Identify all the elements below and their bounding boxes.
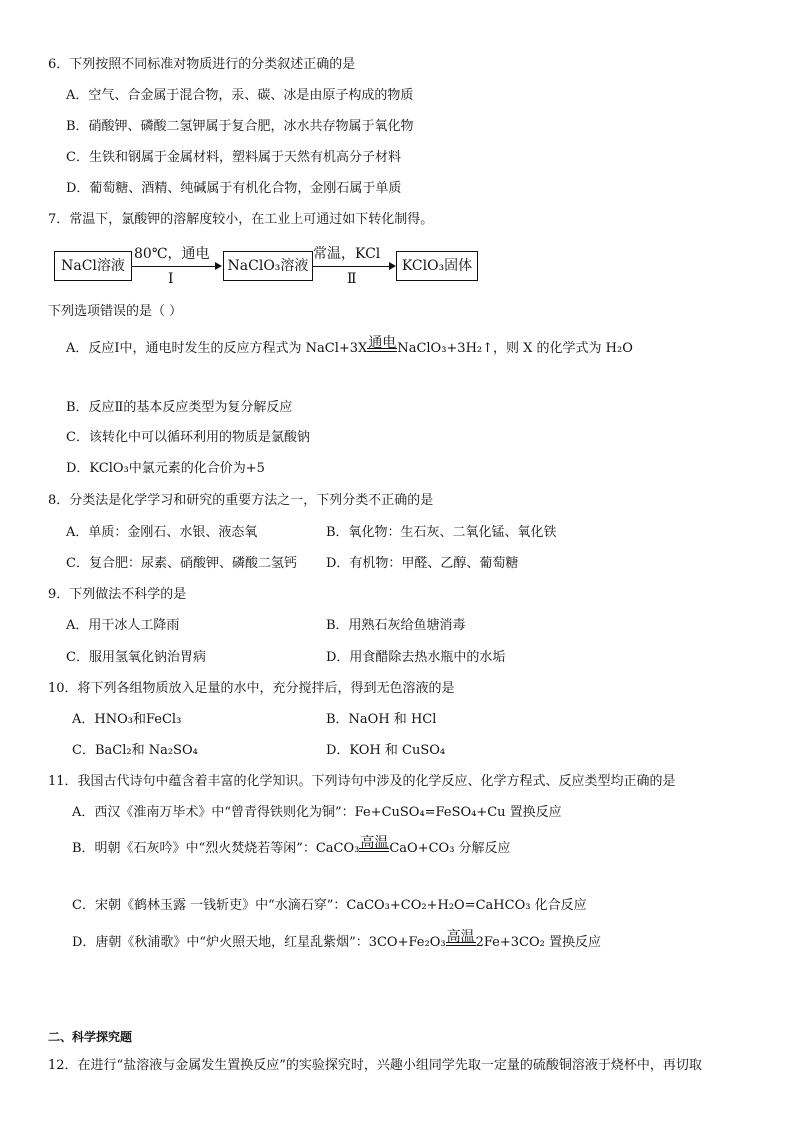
- q9-stem: 9．下列做法不科学的是: [48, 587, 187, 602]
- q8-option-a: A．单质：金刚石、水银、液态氧: [66, 525, 258, 540]
- q7-option-d: D．KClO₃中氯元素的化合价为+5: [66, 461, 265, 476]
- q7-option-b: B．反应Ⅱ的基本反应类型为复分解反应: [66, 400, 293, 415]
- q10-option-c: C．BaCl₂和 Na₂SO₄: [72, 743, 198, 758]
- q6-option-c: C．生铁和钢属于金属材料，塑料属于天然有机高分子材料: [66, 150, 401, 165]
- q11-option-b: [72, 836, 511, 857]
- q8-stem: 8．分类法是化学学习和研究的重要方法之一，下列分类不正确的是: [48, 493, 434, 508]
- flow-arrow2-step: Ⅱ: [347, 271, 357, 287]
- q6-option-b: B．硝酸钾、磷酸二氢钾属于复合肥，冰水共存物属于氧化物: [66, 119, 414, 134]
- q8-option-c: C．复合肥：尿素、硝酸钾、磷酸二氢钙: [66, 556, 297, 571]
- q9-option-b: B．用熟石灰给鱼塘消毒: [326, 618, 466, 633]
- q11-option-a: A．西汉《淮南万毕术》中“曾青得铁则化为铜”：Fe+CuSO₄=FeSO₄+Cu 置换反应: [72, 805, 562, 820]
- q7-stem: 7．常温下，氯酸钾的溶解度较小，在工业上可通过如下转化制得。: [48, 212, 434, 227]
- q7-option-a: [66, 336, 633, 357]
- flow-arrow1-step: Ⅰ: [168, 271, 174, 287]
- q11-stem: 11．我国古代诗句中蕴含着丰富的化学知识。下列诗句中涉及的化学反应、化学方程式、反应类型均正确的是: [48, 774, 676, 789]
- flow-arrow2-line: [312, 266, 389, 267]
- q7-prompt: 下列选项错误的是（ ）: [48, 304, 183, 319]
- q7-option-c: C．该转化中可以循环利用的物质是氯酸钠: [66, 430, 310, 445]
- q9-option-d: D．用食醋除去热水瓶中的水垢: [326, 650, 506, 665]
- q6-stem: 6．下列按照不同标准对物质进行的分类叙述正确的是: [48, 57, 356, 72]
- q7-option-a-text: A．反应Ⅰ中，通电时发生的反应方程式为 NaCl+3X: [66, 341, 368, 356]
- q10-option-b: B．NaOH 和 HCl: [326, 712, 437, 727]
- q9-option-c: C．服用氢氧化钠治胃病: [66, 650, 206, 665]
- flow-arrow2-condition: 常温，KCl: [313, 246, 381, 262]
- heating-condition: [446, 930, 476, 951]
- flow-box-kclo3: KClO₃固体: [396, 251, 478, 281]
- flow-box-naclo3: NaClO₃溶液: [223, 251, 313, 281]
- q10-stem: 10．将下列各组物质放入足量的水中，充分搅拌后，得到无色溶液的是: [48, 681, 455, 696]
- q12-stem: 12．在进行“盐溶液与金属发生置换反应”的实验探究时，兴趣小组同学先取一定量的硫酸铜溶液于烧杯中，再切取: [48, 1058, 702, 1073]
- q11-option-c: C．宋朝《鹤林玉露 一钱斩吏》中“水滴石穿”：CaCO₃+CO₂+H₂O=CaHCO₃ 化合反应: [72, 898, 587, 913]
- q6-option-d: D．葡萄糖、酒精、纯碱属于有机化合物，金刚石属于单质: [66, 181, 402, 196]
- q6-option-a: A．空气、合金属于混合物，汞、碳、冰是由原子构成的物质: [66, 88, 414, 103]
- q9-option-a: A．用干冰人工降雨: [66, 618, 180, 633]
- flow-arrow1-line: [131, 266, 215, 267]
- q11-option-d-products: 2Fe+3CO₂ 置换反应: [475, 935, 601, 950]
- q10-option-d: D．KOH 和 CuSO₄: [326, 743, 446, 758]
- q11-option-b-products: CaO+CO₃ 分解反应: [389, 841, 511, 856]
- condition-label: 高温: [360, 835, 389, 851]
- flow-arrow1-condition: 80℃，通电: [134, 246, 210, 262]
- flow-arrow2-head: [389, 262, 396, 270]
- heating-condition: [359, 836, 389, 857]
- electrolysis-condition: [367, 336, 397, 357]
- q8-option-d: D．有机物：甲醛、乙醇、葡萄糖: [326, 556, 519, 571]
- flow-box-nacl: NaCl溶液: [54, 251, 132, 281]
- condition-label: 通电: [368, 335, 397, 351]
- q11-option-d-text: D．唐朝《秋浦歌》中“炉火照天地，红星乱紫烟”：3CO+Fe₂O₃: [72, 935, 446, 950]
- section-title: 二、科学探究题: [48, 1030, 133, 1044]
- flow-arrow1-head: [215, 262, 222, 270]
- q8-option-b: B．氧化物：生石灰、二氧化锰、氧化铁: [326, 525, 557, 540]
- q10-option-a: A．HNO₃和FeCl₃: [72, 712, 182, 727]
- q11-option-b-text: B．明朝《石灰吟》中“烈火焚烧若等闲”：CaCO₃: [72, 841, 360, 856]
- q7-option-a-products: NaClO₃+3H₂↑，则 X 的化学式为 H₂O: [397, 341, 633, 356]
- q11-option-d: [72, 930, 601, 951]
- condition-label: 高温: [446, 929, 475, 945]
